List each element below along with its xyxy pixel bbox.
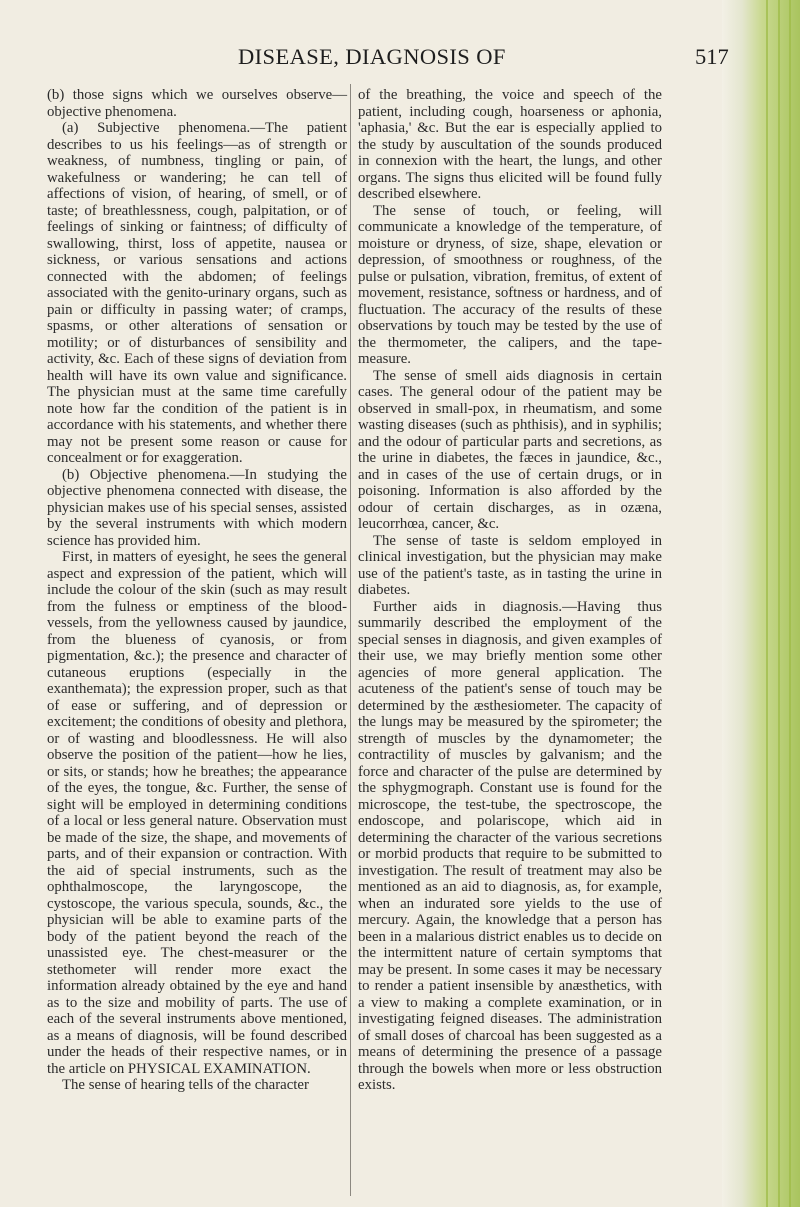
right-column [358,87,662,1094]
paragraph: (a) Subjective phenomena.—The patient describes to us his feelings—as of strength or weakness, of numbness, tingling or pain, of wakefulness or wandering; he can tell of affections of vision, of hearing, of smell, or of taste; of breathlessness, cough, palpitation, or of feelings of sinking or faintness; of difficulty of swallowing, thirst, loss of appetite, nausea or sickness, or various sensations and actions connected with the abdomen; of feelings associated with the genito-urinary organs, such as pain or difficulty in passing water; of cramps, spasms, or other alterations of sensation or motility; or of disturbances of sensibility and activity, &c. Each of these signs of deviation from health will have its own value and significance. The physician must at the same time carefully note how far the condition of the patient is in accordance with his statements, and whether there may not be present some reason or cause for concealment or for exaggeration. [47,120,347,466]
paragraph: of the breathing, the voice and speech of the patient, including cough, hoarseness or aphonia, 'aphasia,' &c. But the ear is especially applied to the study by auscultation of the sounds produced in connexion with the heart, the lungs, and other organs. The signs thus elicited will be found fully described elsewhere. [358,87,662,202]
page-header [0,44,800,74]
paragraph: The sense of smell aids diagnosis in certain cases. The general odour of the patient may be observed in small-pox, in rheumatism, and some wasting diseases (such as phthisis), and in syphilis; and the odour of particular parts and secretions, as the urine in diabetes, the fæces in jaundice, &c., and in cases of the use of certain drugs, or in poisoning. Information is also afforded by the odour of certain discharges, as in ozæna, leucorrhœa, cancer, &c. [358,367,662,532]
paragraph: First, in matters of eyesight, he sees the general aspect and expression of the patient, which will include the colour of the skin (such as may result from the fulness or emptiness of the blood-vessels, from the yellowness caused by jaundice, from the blueness of cyanosis, or from pigmentation, &c.); the presence and character of cutaneous eruptions (especially in the exanthemata); the expression proper, such as that of ease or suffering, and of depression or excitement; the conditions of obesity and plethora, or of wasting and bloodlessness. He will also observe the position of the patient—how he lies, or sits, or stands; how he breathes; the appearance of the eyes, the tongue, &c. Further, the sense of sight will be employed in determining conditions of a local or less general nature. Observation must be made of the size, the shape, and movements of parts, and of their expansion or contraction. With the aid of special instruments, such as the ophthalmoscope, the laryngoscope, the cystoscope, the various specula, sounds, &c., the physician will be able to examine parts of the body of the patient beyond the reach of the unassisted eye. The chest-measurer or the stethometer will render more exact the information already obtained by the eye and hand as to the size and mobility of parts. The use of each of the several instruments above mentioned, as a means of diagnosis, will be found described under the heads of their respective names, or in the article on PHYSICAL EXAMINATION. [47,549,347,1077]
paragraph: (b) those signs which we ourselves observe—objective phenomena. [47,87,347,120]
page-number: 517 [695,44,729,69]
paragraph: (b) Objective phenomena.—In studying the objective phenomena connected with disease, the physician makes use of his special senses, assisted by the several instruments with which modern science has provided him. [47,466,347,549]
paragraph: The sense of touch, or feeling, will communicate a knowledge of the temperature, of moisture or dryness, of size, shape, elevation or depression, of smoothness or roughness, of the pulse or pulsation, vibration, fremitus, of extent of movement, resistance, softness or hardness, and of fluctuation. The accuracy of the results of these observations by touch may be tested by the use of the thermometer, the calipers, and the tape-measure. [358,202,662,367]
running-title: DISEASE, DIAGNOSIS OF [238,44,506,69]
column-divider [350,84,351,1196]
paragraph: The sense of hearing tells of the character [62,1077,309,1093]
left-column [47,87,347,1094]
edge-line [766,0,768,1207]
edge-line [789,0,791,1207]
paragraph: Further aids in diagnosis.—Having thus summarily described the employment of the special senses in diagnosis, and given examples of their use, we may briefly mention some other agencies of more general application. The acuteness of the patient's sense of touch may be determined by the æsthesiometer. The capacity of the lungs may be measured by the spirometer; the strength of muscles by the dynamometer; the contractility of muscles by galvanism; and the force and character of the pulse are determined by the sphygmograph. Constant use is found for the microscope, the test-tube, the spectroscope, the endoscope, and polariscope, which aid in determining the character of the various secretions or morbid products that require to be submitted to investigation. The result of treatment may also be mentioned as an aid to diagnosis, as, for example, when an indurated sore yields to the use of mercury. Again, the knowledge that a person has been in a malarious district enables us to decide on the intermittent nature of certain symptoms that may be present. In some cases it may be necessary to render a patient insensible by anæsthetics, with a view to making a complete examination, or in investigating feigned diseases. The administration of small doses of charcoal has been suggested as a means of determining the presence of a passage through the bowels when more or less obstruction exists. [358,598,662,1093]
edge-line [778,0,780,1207]
page-edge-shadow [722,0,800,1207]
paragraph: The sense of taste is seldom employed in clinical investigation, but the physician may make use of the patient's taste, as in tasting the urine in diabetes. [358,532,662,598]
